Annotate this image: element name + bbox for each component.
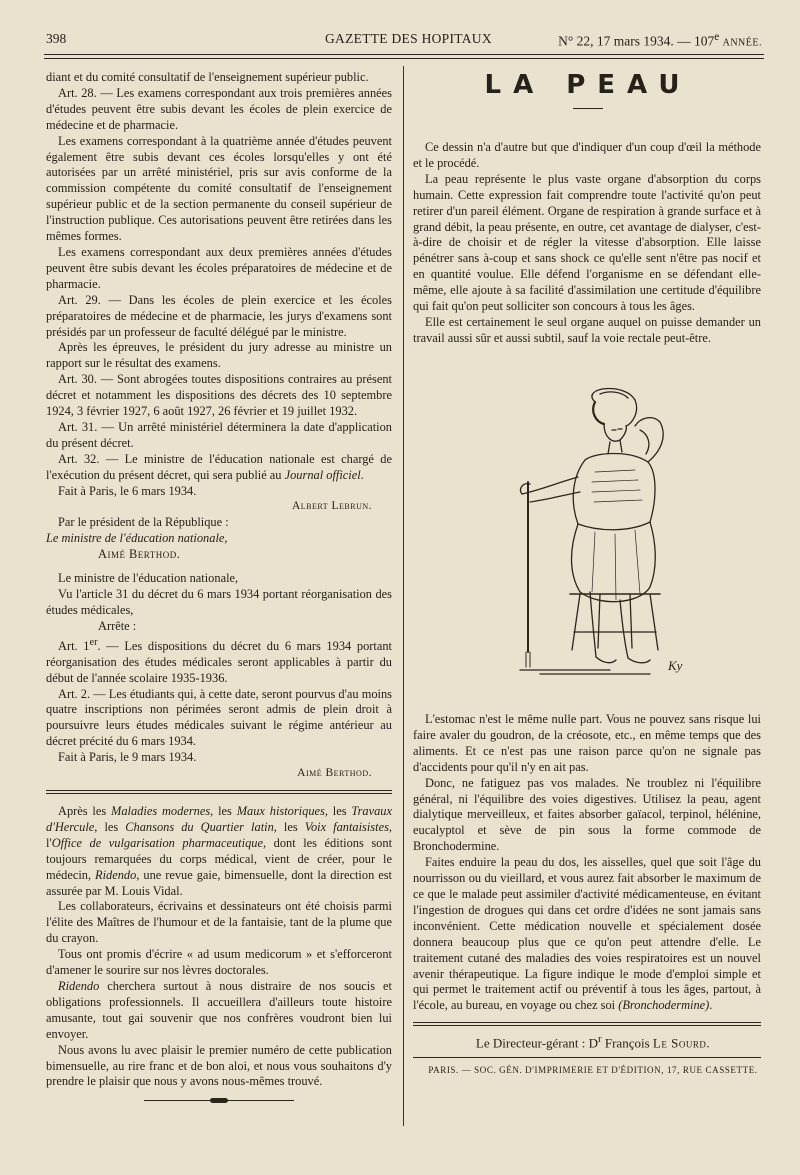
- paragraph: Art. 1er. — Les dispositions du décret du 6 mars 1934 portant réorganisation des études médicales seront applicables à partir du début de l'année scolaire 1935-1936.: [46, 636, 392, 685]
- signature: Aimé Berthod.: [98, 547, 181, 562]
- column-separator: [403, 66, 404, 1126]
- artist-signature: Ky: [668, 658, 683, 673]
- paragraph: Après les Maladies modernes, les Maux historiques, les Travaux d'Hercule, les Chansons du Quartier latin, les Voix fantaisistes, l'Office de vulgarisation pharmaceutique, dont les éditions sont toujours remarquées du corps médical, vient de créer, pour le médecin, Ridendo, une revue gaie, bimensuelle, dont la direction est assurée par M. Louis Vidal.: [46, 804, 393, 898]
- right-column-top: [413, 140, 761, 347]
- page-number: 398: [46, 31, 67, 46]
- paragraph: Tous ont promis d'écrire « ad usum medicorum » et s'efforceront d'amener le sourire sur nos lèvres doctorales.: [46, 947, 392, 978]
- right-column-bottom: [413, 712, 761, 1079]
- paragraph: Le ministre de l'éducation nationale,: [58, 571, 239, 586]
- issue-info: N° 22, 17 mars 1934. — 107e ANNÉE.: [558, 31, 762, 49]
- director-line: Le Directeur-gérant : $D^r$ François Le Sourd.: [475, 1033, 711, 1051]
- paragraph: La peau représente le plus vaste organe d'absorption du corps humain. Cette expression fait comprendre toute l'activité qu'on peut retirer d'un pareil élément. Organe de respiration à grande surface et à grand débit, la peau présente, en outre, cet avantage de dialyser, c'est-à-dire de choisir et de régler la vitesse d'absorption. Elle laisse pénétrer sans à-coup et sans shock ce qu'elle sent n'être pas nocif et en quantité voulue. Elle défend l'organisme en se défendant elle-même, elle ajoute à sa facilité d'assimilation une certitude d'équilibre qui fait qu'on peut solliciter son concours à tous les âges.: [413, 171, 761, 314]
- paragraph: Art. 30. — Sont abrogées toutes dispositions contraires au présent décret et notamment les dispositions des décrets des 10 septembre 1924, 3 février 1927, 6 août 1927, 26 février et 19 juillet 1932.: [46, 372, 392, 419]
- paragraph: Art. 31. — Un arrêté ministériel déterminera la date d'application du présent décret.: [46, 419, 392, 450]
- header-rule: [44, 54, 764, 55]
- paragraph: Fait à Paris, le 6 mars 1934.: [58, 483, 197, 498]
- paragraph: Art. 28. — Les examens correspondant aux trois premières années d'études peuvent être subis devant les écoles de plein exercice de médecine et de pharmacie.: [46, 85, 392, 132]
- footer-thin-rule: [413, 1057, 761, 1058]
- paragraph: L'estomac n'est le même nulle part. Vous ne pouvez sans risque lui faire avaler du goudron, de la créosote, etc., en même temps que des aliments. Et ce n'est pas une raison parce qu'on ne signale pas d'accidents pour qu'il n'y en ait pas.: [413, 712, 761, 774]
- paragraph: diant et du comité consultatif de l'enseignement supérieur public.: [46, 70, 369, 84]
- printer-line: PARIS. — SOC. GÉN. D'IMPRIMERIE ET D'ÉDITION, 17, RUE CASSETTE.: [428, 1065, 758, 1076]
- paragraph: Les examens correspondant à la quatrième année d'études peuvent également être subis devant ces écoles lorsqu'elles y ont été autorisées par un arrêté ministériel, pris sur avis conforme de la commission compétente du comité consultatif de l'enseignement supérieur public et de la section permanente du conseil supérieur de l'instruction publique. Ces autorisations peuvent être retirées dans les mêmes formes.: [46, 133, 392, 244]
- left-column: [46, 70, 392, 1101]
- journal-title: GAZETTE DES HOPITAUX: [325, 31, 492, 46]
- paragraph: Nous avons lu avec plaisir le premier numéro de cette publication bimensuelle, au rire franc et de bon aloi, et nous vous souhaitons d'y prendre le plaisir que nous y avons nous-mêmes trouvé.: [46, 1042, 392, 1089]
- paragraph: Fait à Paris, le 9 mars 1934.: [58, 750, 197, 765]
- paragraph: Donc, ne fatiguez pas vos malades. Ne troublez ni l'équilibre général, ni l'équilibre des voies digestives. Utilisez la peau, agent dialytique merveilleux, et faites absorber gaïacol, terpinol, hélénine, eucalyptol et sève de pin sous la forme commode de Bronchodermine.: [413, 775, 761, 854]
- paragraph: Vu l'article 31 du décret du 6 mars 1934 portant réorganisation des études médicales,: [46, 587, 392, 617]
- paragraph: Faites enduire la peau du dos, les aisselles, quel que soit l'âge du nourrisson ou du vieillard, et vous aurez fait absorber le maximum de ce que le malade peut assimiler d'activité médicamenteuse, en évitant l'ingestion de drogues qui dans cet ordre d'idées ne sont jamais sans inconvénient. Cette médication nouvelle et spécialement dosée donnera beaucoup plus que ce qu'on peut attendre d'elle. Le traitement cutané des maladies des voies respiratoires est un nouvel avenir thérapeutique. La figure indique le mode d'emploi simple et qui permet le traitement actif ou préventif à tous les âges, partout, à l'école, au bureau, en voyage ou chez soi (Bronchodermine).: [413, 855, 761, 1013]
- page-header: [40, 31, 768, 51]
- paragraph: Ce dessin n'a d'autre but que d'indiquer d'un coup d'œil la méthode et le procédé.: [413, 140, 761, 170]
- paragraph: Après les épreuves, le président du jury adresse au ministre un rapport sur le résultat des examens.: [46, 340, 392, 371]
- signature: Albert Lebrun.: [291, 500, 372, 513]
- paragraph: Art. 2. — Les étudiants qui, à cette date, seront pourvus d'au moins quatre inscriptions non périmées seront admis de plein droit à poursuivre leurs études médicales suivant le régime antérieur au décret précité du 6 mars 1934.: [46, 686, 392, 749]
- article-title: LA PEAU: [484, 70, 692, 100]
- paragraph: Art. 29. — Dans les écoles de plein exercice et les écoles préparatoires de médecine et de pharmacie, les jurys d'examens sont présidés par un professeur de faculté délégué par le ministre.: [46, 292, 392, 339]
- section-rule: [46, 790, 392, 794]
- header-rule-thin: [44, 58, 764, 59]
- paragraph: Les examens correspondant aux deux premières années d'études peuvent être subis devant les écoles préparatoires de médecine et de pharmacie.: [46, 244, 392, 291]
- signature: Aimé Berthod.: [297, 767, 372, 780]
- illustration-woman-applying-cream: [500, 382, 690, 682]
- paragraph: Arrête :: [98, 618, 137, 633]
- paragraph: Les collaborateurs, écrivains et dessinateurs ont été choisis parmi l'élite des Maîtres de l'humour et de la fantaisie, tant de la plume que du crayon.: [46, 899, 392, 946]
- ornament-rule: [144, 1100, 294, 1101]
- paragraph: Le ministre de l'éducation nationale,: [46, 531, 228, 546]
- paragraph: Art. 32. — Le ministre de l'éducation nationale est chargé de l'exécution du présent décret, qui sera publié au Journal officiel.: [46, 451, 392, 482]
- paragraph: Par le président de la République :: [58, 515, 229, 530]
- title-dash: [573, 108, 603, 109]
- paragraph: Elle est certainement le seul organe auquel on puisse demander un travail aussi sûr et aussi subtil, sauf la voie rectale peut-être.: [413, 314, 761, 345]
- spacer: [46, 563, 392, 571]
- footer-rule: [413, 1022, 761, 1026]
- paragraph: Ridendo cherchera surtout à nous distraire de nos soucis et obligations professionnels. Il accueillera d'ailleurs toute histoire amusante, tout gai souvenir que nos confrères voudront bien lui envoyer.: [46, 978, 392, 1041]
